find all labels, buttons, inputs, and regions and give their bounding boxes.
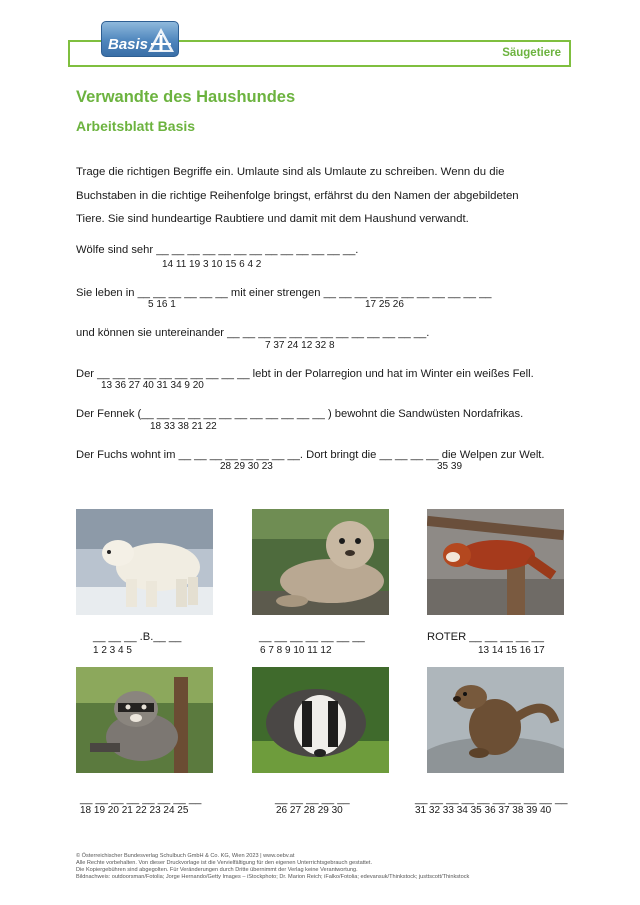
answer-blanks[interactable]: __ __ __ __ __ (469, 631, 544, 643)
sentence-text: lebt in der Polarregion und hat im Winter ein weißes Fell. (252, 368, 534, 380)
answer-blanks[interactable]: __ __ __ __ __ __ __ __ (178, 449, 300, 461)
letter-numbers: 28 29 30 23 (220, 461, 273, 472)
letter-numbers: 5 16 1 (148, 299, 176, 310)
letter-numbers: 31 32 33 34 35 36 37 38 39 40 (415, 805, 552, 816)
page-title: Verwandte des Haushundes (76, 88, 296, 106)
sentence-text: . (355, 244, 359, 256)
sentence-text: . (426, 327, 430, 339)
sentence-text: die Welpen zur Welt. (441, 449, 545, 461)
letter-numbers: 13 14 15 16 17 (478, 645, 545, 656)
copyright-footer (76, 853, 469, 881)
logo-triangle-icon (146, 26, 176, 54)
animal-answer-otter[interactable]: __ __ __ __ __ __ __ __ __ __ (415, 793, 568, 805)
sentence-4 (76, 368, 534, 380)
basis-logo (101, 21, 179, 57)
badger-photo (252, 667, 389, 773)
sentence-text: Der Fennek ( (76, 408, 142, 420)
sentence-3 (76, 327, 429, 339)
answer-blanks[interactable]: __ __ __ __ __ __ __ __ __ __ (97, 368, 250, 380)
logo-label: Basis (108, 36, 149, 53)
animal-answer-badger[interactable]: __ __ __ __ __ (275, 793, 350, 805)
otter-photo (427, 667, 564, 773)
sentence-text: Der Fuchs wohnt im (76, 449, 176, 461)
answer-blanks[interactable]: __ __ __ __ __ __ __ __ __ __ __ __ (141, 408, 325, 420)
instruction-line: Tiere. Sie sind hundeartige Raubtiere und damit mit dem Haushund verwandt. (76, 213, 469, 225)
animal-answer-raccoon[interactable]: __ __ __ __ __ __ __ __ (80, 793, 202, 805)
answer-blanks[interactable]: __ __ __ __ __ __ __ __ __ __ __ __ __ (227, 327, 427, 339)
sentence-6 (76, 449, 545, 461)
red-panda-photo (427, 509, 564, 615)
answer-blanks[interactable]: __ __ __ __ __ __ __ __ __ __ __ __ __ (156, 244, 356, 256)
polar-bear-photo (76, 509, 213, 615)
letter-numbers: 18 19 20 21 22 23 24 25 (80, 805, 189, 816)
footer-line: Alle Rechte vorbehalten. Von dieser Druckvorlage ist die Vervielfältigung für den eigenen Unterrichtsgebrauch gestattet. (76, 860, 373, 866)
raccoon-photo (76, 667, 213, 773)
letter-numbers: 17 25 26 (365, 299, 404, 310)
sentence-text: Wölfe sind sehr (76, 244, 154, 256)
letter-numbers: 13 36 27 40 31 34 9 20 (101, 380, 204, 391)
answer-prefix: ROTER (427, 631, 467, 643)
sentence-1 (76, 244, 358, 256)
page-subtitle: Arbeitsblatt Basis (76, 118, 196, 134)
animal-answer-polar-bear[interactable]: __ __ __ .B.__ __ (93, 631, 182, 643)
instruction-line: Trage die richtigen Begriffe ein. Umlaute sind als Umlaute zu schreiben. Wenn du die (76, 166, 505, 178)
instructions (76, 161, 556, 232)
footer-line: Bildnachweis: outdoorsman/Fotolia; Jorge Hernando/Getty Images – iStockphoto; Dr. Marion Reich; iFalko/Fotolia; edevansuk/Thinkstock; justtscott/Thinkstock (76, 874, 470, 880)
sentence-text: . Dort bringt die (299, 449, 377, 461)
letter-numbers: 18 33 38 21 22 (150, 421, 217, 432)
animal-answer-seal[interactable]: __ __ __ __ __ __ __ (259, 631, 365, 643)
sentence-5 (76, 408, 523, 420)
sentence-text: mit einer strengen (230, 287, 321, 299)
letter-numbers: 1 2 3 4 5 (93, 645, 132, 656)
seal-photo (252, 509, 389, 615)
sentence-2 (76, 287, 492, 299)
letter-numbers: 7 37 24 12 32 8 (265, 340, 335, 351)
letter-numbers: 6 7 8 9 10 11 12 (260, 645, 332, 656)
answer-blanks[interactable]: __ __ __ __ (379, 449, 439, 461)
sentence-text: Sie leben in (76, 287, 135, 299)
answer-blanks[interactable]: __ __ __ __ __ __ __ __ __ __ __ (323, 287, 492, 299)
letter-numbers: 35 39 (437, 461, 463, 472)
letter-numbers: 26 27 28 29 30 (276, 805, 343, 816)
footer-line: Die Kopiergebühren sind abgegolten. Für Veränderungen durch Dritte übernimmt der Verlag keine Verantwortung. (76, 867, 358, 873)
answer-blanks[interactable]: __ __ __ __ __ __ (137, 287, 228, 299)
subject-label: Säugetiere (502, 47, 561, 59)
footer-line: © Österreichischer Bundesverlag Schulbuch GmbH & Co. KG, Wien 2023 | www.oebv.at (76, 853, 295, 859)
sentence-text: Der (76, 368, 95, 380)
letter-numbers: 14 11 19 3 10 15 6 4 2 (162, 259, 262, 270)
instruction-line: Buchstaben in die richtige Reihenfolge bringst, erfährst du den Namen der abgebildeten (76, 189, 519, 202)
animal-answer-red-panda[interactable] (427, 631, 544, 643)
sentence-text: ) bewohnt die Sandwüsten Nordafrikas. (327, 408, 524, 420)
sentence-text: und können sie untereinander (76, 327, 225, 339)
